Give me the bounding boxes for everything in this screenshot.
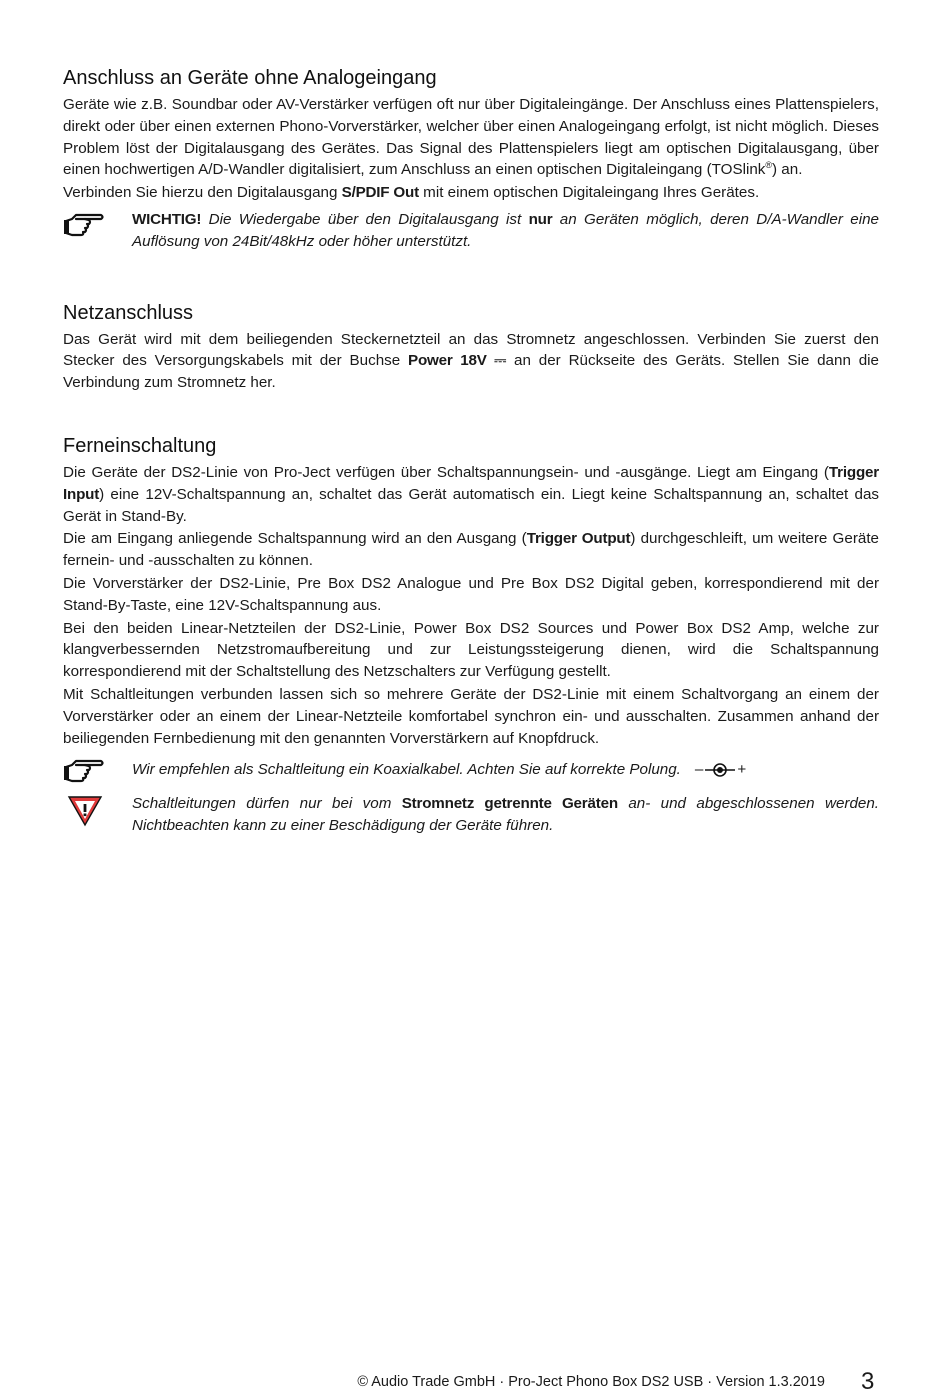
footer-copyright: © Audio Trade GmbH · Pro-Ject Phono Box DS2 USB · Version 1.3.2019 xyxy=(357,1374,825,1390)
paragraph: Das Gerät wird mit dem beiliegenden Steckernetzteil an das Stromnetz angeschlossen. Verbinden Sie zuerst den Stecker des Versorgungskabels mit der Buchse Power 18V ⎓ an der Rückseite des Geräts. Stellen Sie dann die Verbindung zum Stromnetz her. xyxy=(63,330,879,392)
pointing-hand-icon xyxy=(63,755,105,790)
paragraph: Die am Eingang anliegende Schaltspannung wird an den Ausgang (Trigger Output) durchgeschleift, um weitere Geräte fernein- und -ausschalten zu können. xyxy=(63,530,879,570)
paragraph: Die Geräte der DS2-Linie von Pro-Ject verfügen über Schaltspannungsein- und -ausgänge. Liegt am Eingang (Trigger Input) eine 12V-Schaltspannung an, schaltet das Gerät automatisch ein. Liegt keine Schaltspannung an, schaltet das Gerät in Stand-By. xyxy=(63,463,879,525)
paragraph: Verbinden Sie hierzu den Digitalausgang S/PDIF Out mit einem optischen Digitaleingang Ihres Gerätes. xyxy=(63,184,760,202)
section-title: Ferneinschaltung xyxy=(63,434,217,457)
section-remote-switching xyxy=(63,434,879,837)
section-power-connection xyxy=(63,301,879,394)
paragraph: Die Vorverstärker der DS2-Linie, Pre Box DS2 Analogue und Pre Box DS2 Digital geben, korrespondierend mit der Stand-By-Taste, eine 12V-Schaltspannung aus. xyxy=(63,574,879,614)
warning-triangle-icon xyxy=(67,795,103,832)
paragraph: Geräte wie z.B. Soundbar oder AV-Verstärker verfügen oft nur über Digitaleingänge. Der Anschluss eines Plattenspielers, direkt oder über einen externen Phono-Vorverstärker, welcher über einen Analogeingang erfolgt, ist nicht möglich. Dieses Problem löst der Digitalausgang des Gerätes. Das Signal des Plattenspielers liegt am optischen Digitalausgang, über einen hochwertigen A/D-Wandler digitalisiert, zum Anschluss an einen optischen Digitaleingang (TOSlink®) an. xyxy=(63,96,879,179)
coax-polarity-icon xyxy=(703,761,737,779)
note-warning: Schaltleitungen dürfen nur bei vom Stromnetz getrennte Geräten an- und abgeschlossenen werden. Nichtbeachten kann zu einer Beschädigung der Geräte führen. xyxy=(63,793,879,837)
document-page xyxy=(63,66,879,863)
paragraph: Bei den beiden Linear-Netzteilen der DS2-Linie, Power Box DS2 Sources und Power Box DS2 Amp, welche zur klangverbessernden Netzstromaufbereitung und zur Leistungssteigerung dienen, wird die Schaltspannung korrespondierend mit der Schaltstellung des Netzschalters zur Verfügung gestellt. xyxy=(63,619,879,681)
section-title: Anschluss an Geräte ohne Analogeingang xyxy=(63,67,437,89)
section-analog-connection xyxy=(63,66,879,253)
paragraph: Mit Schaltleitungen verbunden lassen sich so mehrere Geräte der DS2-Linie mit einem Schaltvorgang an einem der Vorverstärker oder an einem der Linear-Netzteile komfortabel synchron ein- und ausschalten. Zusammen anhand der beiliegenden Fernbedienung mit den genannten Vorverstärkern auf Knopfdruck. xyxy=(63,685,879,747)
note-coax-cable: Wir empfehlen als Schaltleitung ein Koaxialkabel. Achten Sie auf korrekte Polung. – + xyxy=(63,759,879,781)
section-title: Netzanschluss xyxy=(63,301,194,324)
page-number: 3 xyxy=(861,1368,875,1395)
pointing-hand-icon xyxy=(63,209,105,244)
note-important: WICHTIG! Die Wiedergabe über den Digitalausgang ist nur an Geräten möglich, deren D/A-Wandler eine Auflösung von 24Bit/48kHz oder höher unterstützt. xyxy=(63,209,879,253)
polarity-symbol: – + xyxy=(694,761,747,779)
